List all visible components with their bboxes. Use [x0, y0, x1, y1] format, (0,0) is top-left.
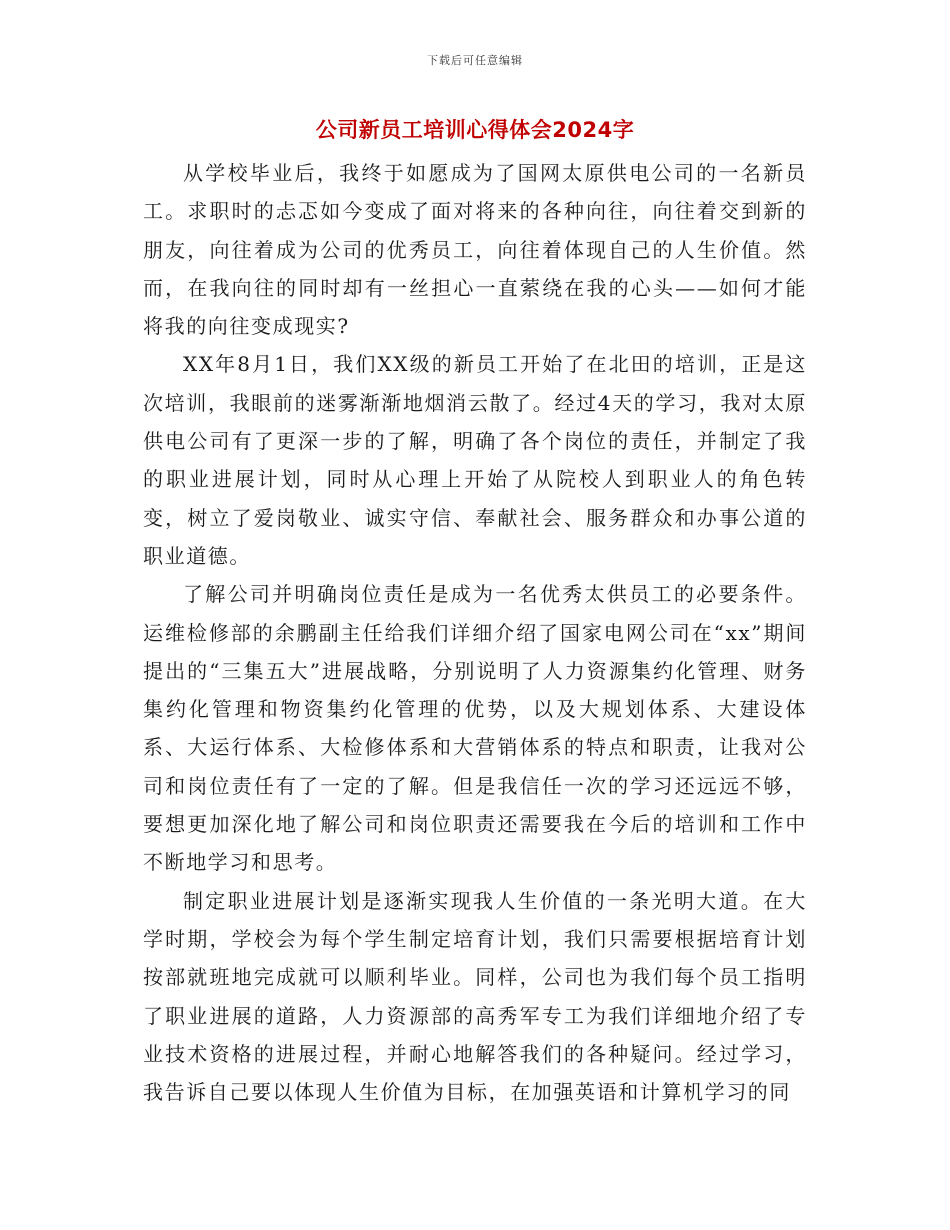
paragraph-4: 制定职业进展计划是逐渐实现我人生价值的一条光明大道。在大学时期，学校会为每个学生制定培育计划，我们只需要根据培育计划按部就班地完成就可以顺利毕业。同样，公司也为我们每个员工指明了职业进展的道路，人力资源部的高秀军专工为我们详细地介绍了专业技术资格的进展过程，并耐心地解答我们的各种疑问。经过学习，我告诉自己要以体现人生价值为目标，在加强英语和计算机学习的同	[143, 888, 807, 1105]
document-title: 公司新员工培训心得体会2024字	[315, 118, 635, 142]
paragraph-1: 从学校毕业后，我终于如愿成为了国网太原供电公司的一名新员工。求职时的忐忑如今变成了面对将来的各种向往，向往着交到新的朋友，向往着成为公司的优秀员工，向往着体现自己的人生价值。然而，在我向往的同时却有一丝担心一直萦绕在我的心头——如何才能将我的向往变成现实?	[143, 161, 807, 339]
document-body	[143, 154, 807, 1111]
paragraph-2: XX年8月1日，我们XX级的新员工开始了在北田的培训，正是这次培训，我眼前的迷雾渐渐地烟消云散了。经过4天的学习，我对太原供电公司有了更深一步的了解，明确了各个岗位的责任，并制定了我的职业进展计划，同时从心理上开始了从院校人到职业人的角色转变，树立了爱岗敬业、诚实守信、奉献社会、服务群众和办事公道的职业道德。	[143, 352, 807, 568]
paragraph-3: 了解公司并明确岗位责任是成为一名优秀太供员工的必要条件。运维检修部的余鹏副主任给我们详细介绍了国家电网公司在“xx”期间提出的“三集五大”进展战略，分别说明了人力资源集约化管理、财务集约化管理和物资集约化管理的优势，以及大规划体系、大建设体系、大运行体系、大检修体系和大营销体系的特点和职责，让我对公司和岗位责任有了一定的了解。但是我信任一次的学习还远远不够，要想更加深化地了解公司和岗位职责还需要我在今后的培训和工作中不断地学习和思考。	[143, 582, 807, 875]
header-note: 下载后可任意编辑	[427, 54, 523, 67]
